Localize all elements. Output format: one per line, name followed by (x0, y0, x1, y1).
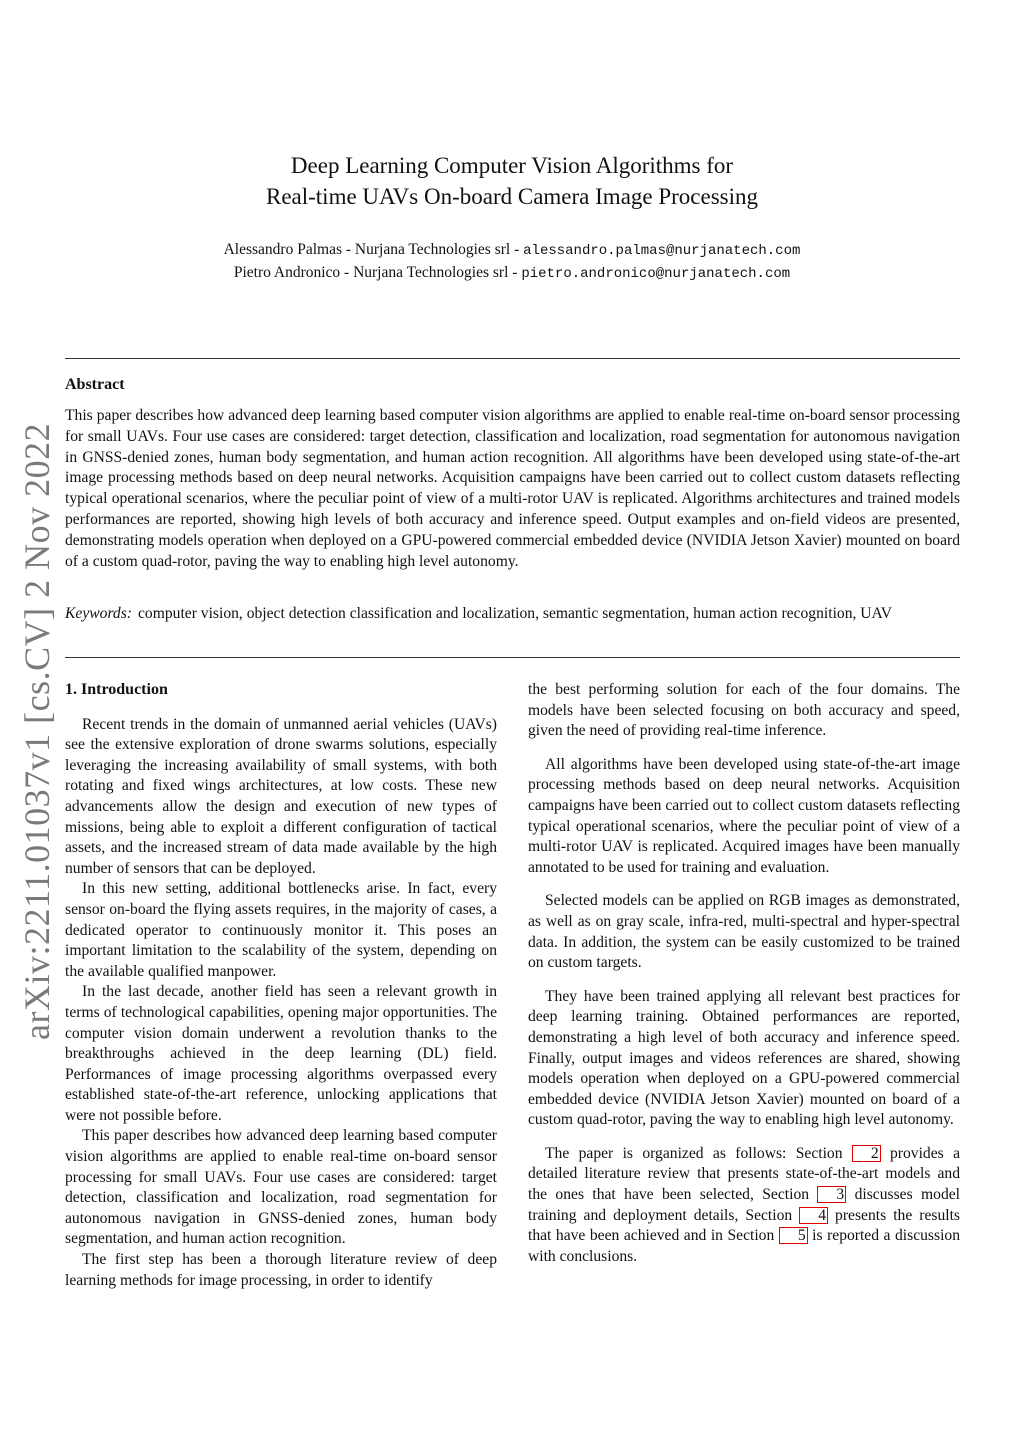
abstract-text: This paper describes how advanced deep learning based computer vision algorithms are applied to enable real-time on-board sensor processing for small UAVs. Four use cases are considered: target detection, classification and localization, road segmentation for autonomous navigation in GNSS-denied zones, human body segmentation, and human action recognition. All algorithms have been developed using state-of-the-art image processing methods based on deep neural networks. Acquisition campaigns have been carried out to collect custom datasets reflecting typical operational scenarios, where the peculiar point of view of a multi-rotor UAV is replicated. Algorithms architectures and trained models performances are reported, showing high levels of both accuracy and inference speed. Output examples and on-field videos are presented, demonstrating models operation when deployed on a GPU-powered commercial embedded device (NVIDIA Jetson Xavier) mounted on board of a custom quad-rotor, paving the way to enabling high level autonomy. (65, 407, 960, 570)
top-divider (65, 358, 960, 359)
author-1 (0, 239, 1024, 262)
right-column (528, 680, 960, 1267)
arxiv-side-identifier: arXiv:2211.01037v1 [cs.CV] 2 Nov 2022 (17, 422, 57, 1040)
organization-text: presents the results that have been achieved and in Section (528, 1206, 960, 1245)
section-3-link[interactable]: 3 (817, 1186, 846, 1203)
author-2 (0, 262, 1024, 285)
bottom-divider (65, 657, 960, 658)
left-column (65, 680, 497, 1291)
paper-title (0, 150, 1024, 212)
section-4-link[interactable]: 4 (799, 1207, 828, 1224)
paragraph: The first step has been a thorough literature review of deep learning methods for image processing, in order to identify (65, 1251, 497, 1289)
paragraph: All algorithms have been developed using state-of-the-art image processing methods based on deep neural networks. Acquisition campaigns have been carried out to collect custom datasets reflecting typical operational scenarios, where the peculiar point of view of a multi-rotor UAV is replicated. Acquired images have been manually annotated to be used for training and evaluation. (528, 755, 960, 876)
keywords-text: computer vision, object detection classification and localization, semantic segmentation, human action recognition, UAV (138, 605, 893, 622)
keywords-label: Keywords: (65, 605, 132, 622)
author-1-email[interactable]: alessandro.palmas@nurjanatech.com (523, 243, 801, 259)
organization-text: The paper is organized as follows: Section (545, 1144, 852, 1162)
author-2-email[interactable]: pietro.andronico@nurjanatech.com (521, 266, 791, 282)
paragraph: In this new setting, additional bottlenecks arise. In fact, every sensor on-board the flying assets requires, in the majority of cases, a dedicated operator to continuously monitor it. This poses an important limitation to the scalability of the system, depending on the available qualified manpower. (65, 880, 497, 980)
keywords (65, 604, 960, 625)
organization-text: provides a detailed literature review that presents state-of-the-art models and the ones that have been selected, Section (528, 1144, 960, 1204)
title-line-2: Real-time UAVs On-board Camera Image Processing (265, 184, 759, 209)
author-list (0, 239, 1024, 285)
paragraph-continuation: the best performing solution for each of the four domains. The models have been selected focusing on both accuracy and speed, given the need of providing real-time inference. (528, 681, 960, 740)
section-5-link[interactable]: 5 (779, 1227, 808, 1244)
author-2-name: Pietro Andronico - Nurjana Technologies srl - (233, 264, 522, 281)
author-1-name: Alessandro Palmas - Nurjana Technologies srl - (223, 241, 524, 258)
paragraph: They have been trained applying all relevant best practices for deep learning training. Obtained performances are reported, demonstrating a high level of both accuracy and inference speed. Finally, output images and videos references are shared, showing models operation when deployed on a GPU-powered commercial embedded device (NVIDIA Jetson Xavier) mounted on board of a custom quad-rotor, paving the way to enabling high level autonomy. (528, 987, 960, 1129)
paragraph: Recent trends in the domain of unmanned aerial vehicles (UAVs) see the extensive exploration of drone swarms solutions, especially leveraging the increasing availability of small systems, with both rotating and fixed wings architectures, at low costs. These new advancements allow the design and execution of new types of missions, being able to exploit a different configuration of tactical assets, and the increased stream of data made available by the high number of sensors that can be deployed. (65, 715, 497, 877)
paragraph: Selected models can be applied on RGB images as demonstrated, as well as on gray scale, infra-red, multi-spectral and hyper-spectral data. In addition, the system can be easily customized to be trained on custom targets. (528, 892, 960, 972)
section-heading-introduction: 1. Introduction (65, 681, 168, 698)
section-2-link[interactable]: 2 (852, 1145, 881, 1162)
paragraph-organization (528, 1144, 960, 1268)
organization-text: discusses model training and deployment details, Section (528, 1186, 960, 1224)
paragraph: This paper describes how advanced deep learning based computer vision algorithms are applied to enable real-time on-board sensor processing for small UAVs. Four use cases are considered: target detection, classification and localization, road segmentation for autonomous navigation in GNSS-denied zones, human body segmentation, and human action recognition. (65, 1127, 497, 1248)
abstract-heading: Abstract (65, 376, 125, 393)
organization-text: is reported a discussion with conclusions. (528, 1227, 960, 1265)
title-line-1: Deep Learning Computer Vision Algorithms for (290, 153, 734, 178)
paragraph: In the last decade, another field has seen a relevant growth in terms of technological capabilities, opening major opportunities. The computer vision domain underwent a revolution thanks to the breakthroughs achieved in the deep learning (DL) field. Performances of image processing algorithms overpassed every established state-of-the-art reference, unlocking applications that were not possible before. (65, 983, 497, 1124)
